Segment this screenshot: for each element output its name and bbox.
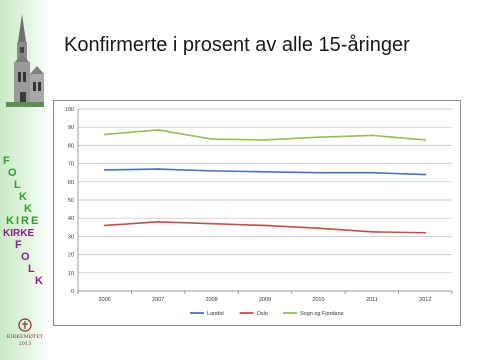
seal-name: KIRKEMØTET — [6, 334, 44, 340]
chart-frame — [53, 100, 461, 326]
y-tick-label: 80 — [67, 143, 74, 150]
y-tick-label: 90 — [67, 125, 74, 132]
series-line — [105, 130, 426, 140]
legend-label: Oslo — [256, 311, 268, 317]
slide-title: Konfirmerte i prosent av alle 15-åringer — [64, 34, 410, 56]
data-point — [104, 134, 106, 136]
folk-letter: O — [21, 251, 30, 263]
y-tick-label: 20 — [67, 252, 74, 259]
data-point — [424, 139, 426, 141]
x-tick-label: 2006 — [98, 297, 111, 303]
data-point — [318, 227, 320, 229]
data-point — [211, 170, 213, 172]
folk-letter: O — [8, 167, 17, 179]
data-point — [371, 231, 373, 233]
data-point — [264, 139, 266, 141]
folk-letter: L — [14, 179, 21, 191]
seal-year: 2013 — [18, 341, 32, 347]
data-point — [424, 174, 426, 176]
y-tick-label: 30 — [67, 234, 74, 241]
kirke-letter: K — [24, 203, 32, 215]
x-tick-label: 2008 — [205, 297, 218, 303]
data-point — [371, 134, 373, 136]
data-point — [211, 223, 213, 225]
data-point — [104, 169, 106, 171]
y-tick-label: 40 — [67, 216, 74, 223]
x-tick-label: 2009 — [258, 297, 272, 303]
data-point — [318, 136, 320, 138]
church-icon — [4, 14, 44, 114]
kirke-letter: I — [16, 215, 20, 227]
sidebar — [0, 0, 50, 360]
data-point — [157, 129, 159, 131]
data-point — [157, 221, 159, 223]
folk-letter: F — [15, 239, 22, 251]
x-tick-label: 2010 — [312, 297, 325, 303]
folk-letter: K — [35, 275, 43, 287]
kirke-letter: E — [31, 215, 39, 227]
data-point — [264, 171, 266, 173]
data-point — [371, 172, 373, 174]
x-tick-label: 2007 — [152, 297, 165, 303]
data-point — [104, 225, 106, 227]
y-tick-label: 70 — [67, 161, 74, 168]
kirke-wordmark: KIRKE — [3, 228, 35, 239]
data-point — [211, 138, 213, 140]
legend-label: Landet — [207, 311, 224, 317]
x-tick-label: 2012 — [419, 297, 432, 303]
legend-label: Sogn og Fjordane — [300, 311, 344, 317]
data-point — [318, 172, 320, 174]
data-point — [264, 225, 266, 227]
data-point — [424, 232, 426, 234]
folk-letter: L — [28, 263, 35, 275]
line-chart — [54, 101, 460, 325]
y-tick-label: 0 — [70, 289, 74, 295]
y-tick-label: 60 — [67, 179, 74, 186]
folk-letter: F — [3, 155, 10, 167]
y-tick-label: 100 — [64, 107, 74, 113]
series-line — [105, 222, 426, 233]
folk-letter: K — [19, 191, 27, 203]
y-tick-label: 50 — [67, 198, 74, 204]
x-tick-label: 2011 — [365, 297, 378, 303]
kirke-letter: K — [6, 215, 14, 227]
data-point — [157, 168, 159, 170]
y-tick-label: 10 — [67, 270, 74, 277]
seal-icon — [17, 318, 33, 332]
kirke-letter: R — [21, 215, 29, 227]
